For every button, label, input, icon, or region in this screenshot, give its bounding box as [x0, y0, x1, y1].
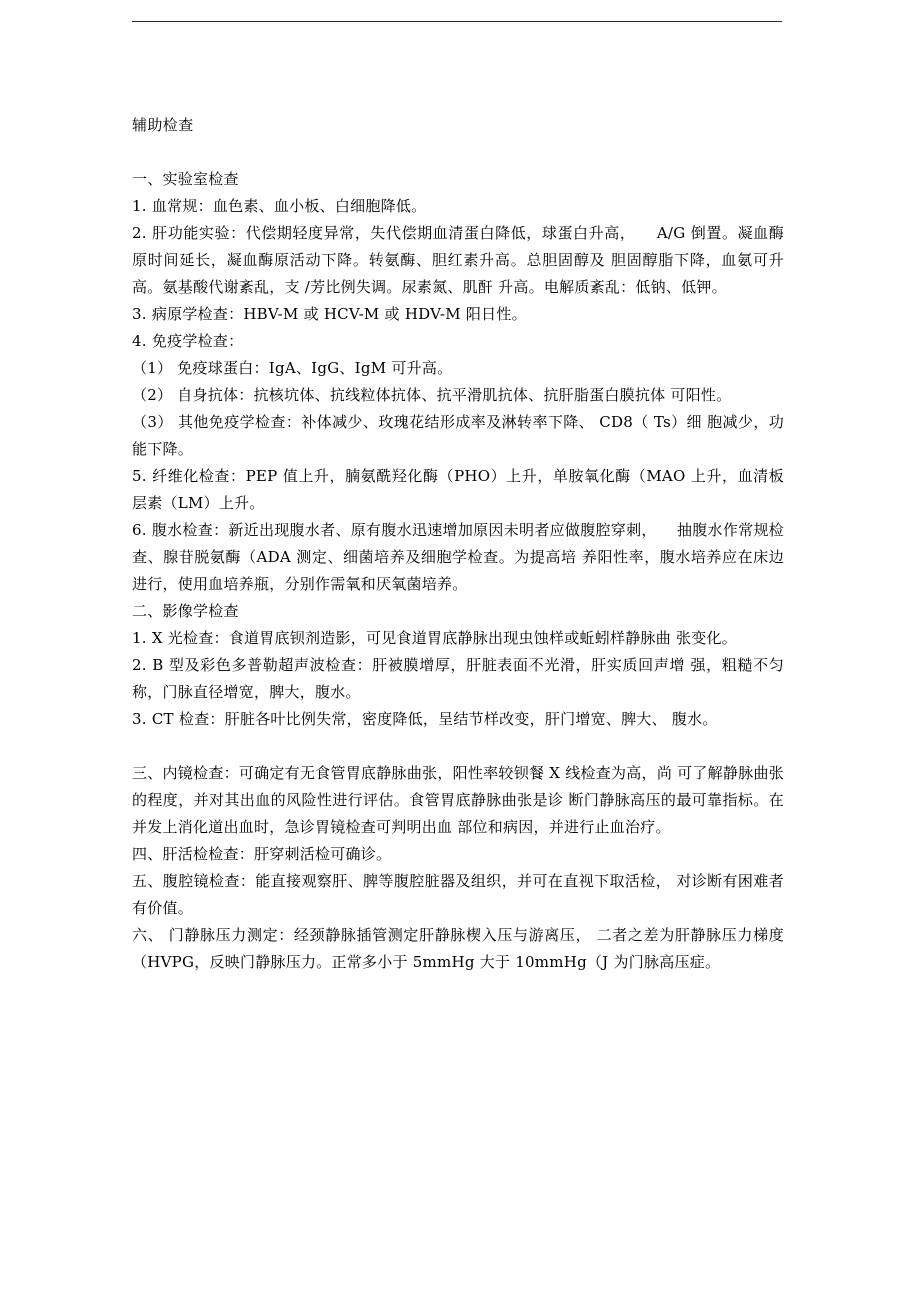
paragraph-section-1-heading: 一、实验室检查: [132, 170, 239, 188]
paragraph-item-imaging-2-ultrasound: 2. B 型及彩色多普勒超声波检查：肝被膜增厚，肝脏表面不光滑，肝实质回声增 强，粗糙不匀称，门脉直径增宽，脾大，腹水。: [132, 656, 784, 701]
paragraph-blank-line: [132, 733, 784, 760]
paragraph-section-4-liver-biopsy: 四、肝活检检查：肝穿刺活检可确诊。: [132, 845, 392, 863]
paragraph-section-3-endoscopy: 三、内镜检查：可确定有无食管胃底静脉曲张，阳性率较钡餐 X 线检查为高，尚 可了解静脉曲张的程度，并对其出血的风险性进行评估。食管胃底静脉曲张是诊 断门静脉高压的最可靠指标。在并发上消化道出血时，急诊胃镜检查可判明出血 部位和病因，并进行止血治疗。: [132, 764, 784, 836]
paragraph-item-4-3-other-immunology: （3） 其他免疫学检查：补体减少、玫瑰花结形成率及淋转率下降、 CD8（ Ts）细 胞减少，功能下降。: [132, 413, 784, 458]
paragraph-item-4-2-autoantibody: （2） 自身抗体：抗核坑体、抗线粒体抗体、抗平滑肌抗体、抗肝脂蛋白膜抗体 可阳性。: [132, 386, 732, 404]
paragraph-section-5-laparoscopy: 五、腹腔镜检查：能直接观察肝、脾等腹腔脏器及组织，并可在直视下取活检， 对诊断有困难者有价值。: [132, 872, 784, 917]
paragraph-item-5-fibrosis: 5. 纤维化检查：PEP 值上升，腩氨酰羟化酶（PHO）上升，单胺氧化酶（MAO 上升，血清板层素（LM）上升。: [132, 467, 784, 512]
document-content: [132, 112, 784, 976]
paragraph-section-2-heading: 二、影像学检查: [132, 602, 239, 620]
page-title: 辅助检查: [132, 116, 194, 134]
paragraph-item-1-blood-routine: 1. 血常规：血色素、血小板、白细胞降低。: [132, 197, 427, 215]
paragraph-item-4-1-immunoglobulin: （1） 免疫球蛋白：IgA、IgG、IgM 可升高。: [132, 359, 453, 377]
paragraph-section-6-portal-pressure: 六、 门静脉压力测定：经颈静脉插管测定肝静脉楔入压与游离压， 二者之差为肝静脉压力梯度（HVPG，反映门静脉压力。正常多小于 5mmHg 大于 10mmHg（J 为门脉高压症。: [132, 926, 784, 971]
paragraph-item-4-immunology: 4. 免疫学检查：: [132, 332, 244, 350]
paragraph-item-3-etiology: 3. 病原学检查：HBV-M 或 HCV-M 或 HDV-M 阳日性。: [132, 305, 527, 323]
header-rule-divider: [132, 21, 782, 22]
paragraph-item-2-liver-function: 2. 肝功能实验：代偿期轻度异常，失代偿期血清蛋白降低，球蛋白升高， A/G 倒置。凝血酶原时间延长，凝血酶原活动下降。转氨酶、胆红素升高。总胆固醇及 胆固醇脂下降，血氨可升高。氨基酸代谢紊乱，支 /芳比例失调。尿素氮、肌酐 升高。电解质紊乱：低钠、低钾。: [132, 224, 784, 296]
paragraph-item-imaging-3-ct: 3. CT 检查：肝脏各叶比例失常，密度降低，呈结节样改变，肝门增宽、脾大、 腹水。: [132, 710, 718, 728]
paragraph-item-6-ascites: 6. 腹水检查：新近出现腹水者、原有腹水迅速增加原因未明者应做腹腔穿刺， 抽腹水作常规检查、腺苷脱氨酶（ADA 测定、细菌培养及细胞学检查。为提高培 养阳性率，腹水培养应在床边进行，使用血培养瓶，分别作需氧和厌氧菌培养。: [132, 521, 784, 593]
paragraph-item-imaging-1-xray: 1. X 光检查：食道胃底钡剂造影，可见食道胃底静脉出现虫蚀样或蚯蚓样静脉曲 张变化。: [132, 629, 738, 647]
